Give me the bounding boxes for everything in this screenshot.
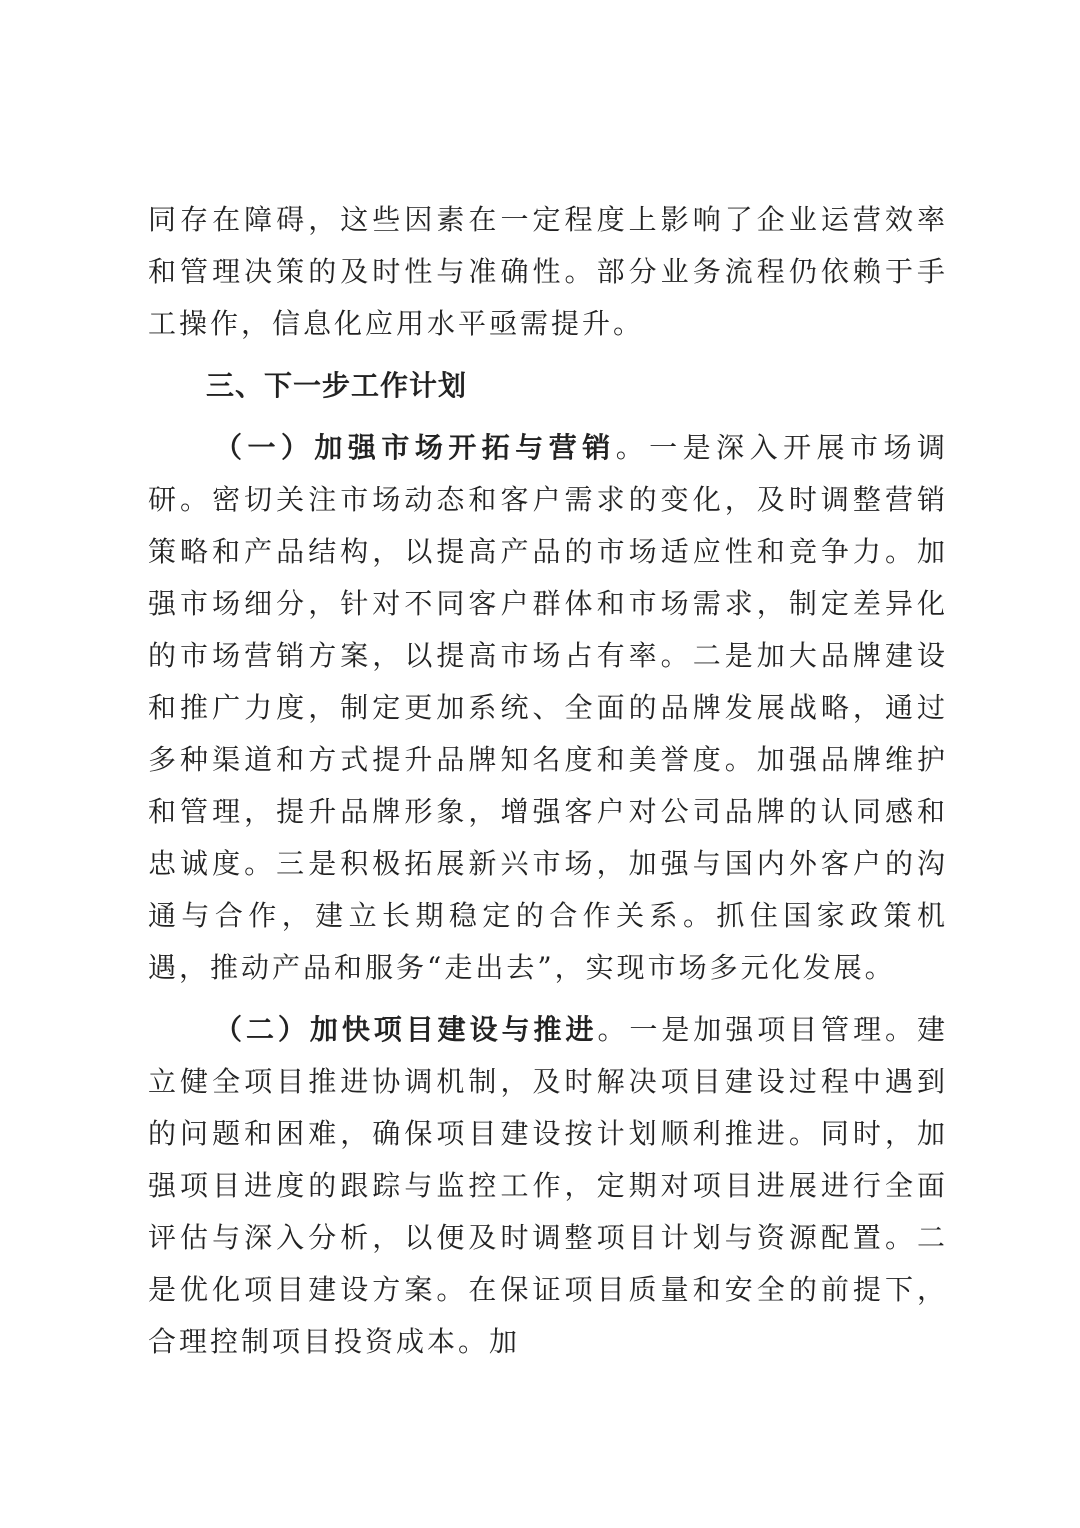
paragraph-item-1 <box>148 422 948 994</box>
document-body <box>148 194 948 1368</box>
item-1-body: 。一是深入开展市场调研。密切关注市场动态和客户需求的变化，及时调整营销策略和产品结构，以提高产品的市场适应性和竞争力。加强市场细分，针对不同客户群体和市场需求，制定差异化的市场营销方案，以提高市场占有率。二是加大品牌建设和推广力度，制定更加系统、全面的品牌发展战略，通过多种渠道和方式提升品牌知名度和美誉度。加强品牌维护和管理，提升品牌形象，增强客户对公司品牌的认同感和忠诚度。三是积极拓展新兴市场，加强与国内外客户的沟通与合作，建立长期稳定的合作关系。抓住国家政策机遇，推动产品和服务“走出去”，实现市场多元化发展。 <box>148 431 948 984</box>
paragraph-continued: 同存在障碍，这些因素在一定程度上影响了企业运营效率和管理决策的及时性与准确性。部分业务流程仍依赖于手工操作，信息化应用水平亟需提升。 <box>148 203 948 340</box>
paragraph-item-2 <box>148 1004 948 1368</box>
item-2-lead: （二）加快项目建设与推进 <box>214 1013 598 1046</box>
section-heading: 三、下一步工作计划 <box>206 369 468 402</box>
item-1-lead: （一）加强市场开拓与营销 <box>214 431 616 464</box>
item-2-body: 。一是加强项目管理。建立健全项目推进协调机制，及时解决项目建设过程中遇到的问题和困难，确保项目建设按计划顺利推进。同时，加强项目进度的跟踪与监控工作，定期对项目进展进行全面评估与深入分析，以便及时调整项目计划与资源配置。二是优化项目建设方案。在保证项目质量和安全的前提下，合理控制项目投资成本。加 <box>148 1013 948 1358</box>
